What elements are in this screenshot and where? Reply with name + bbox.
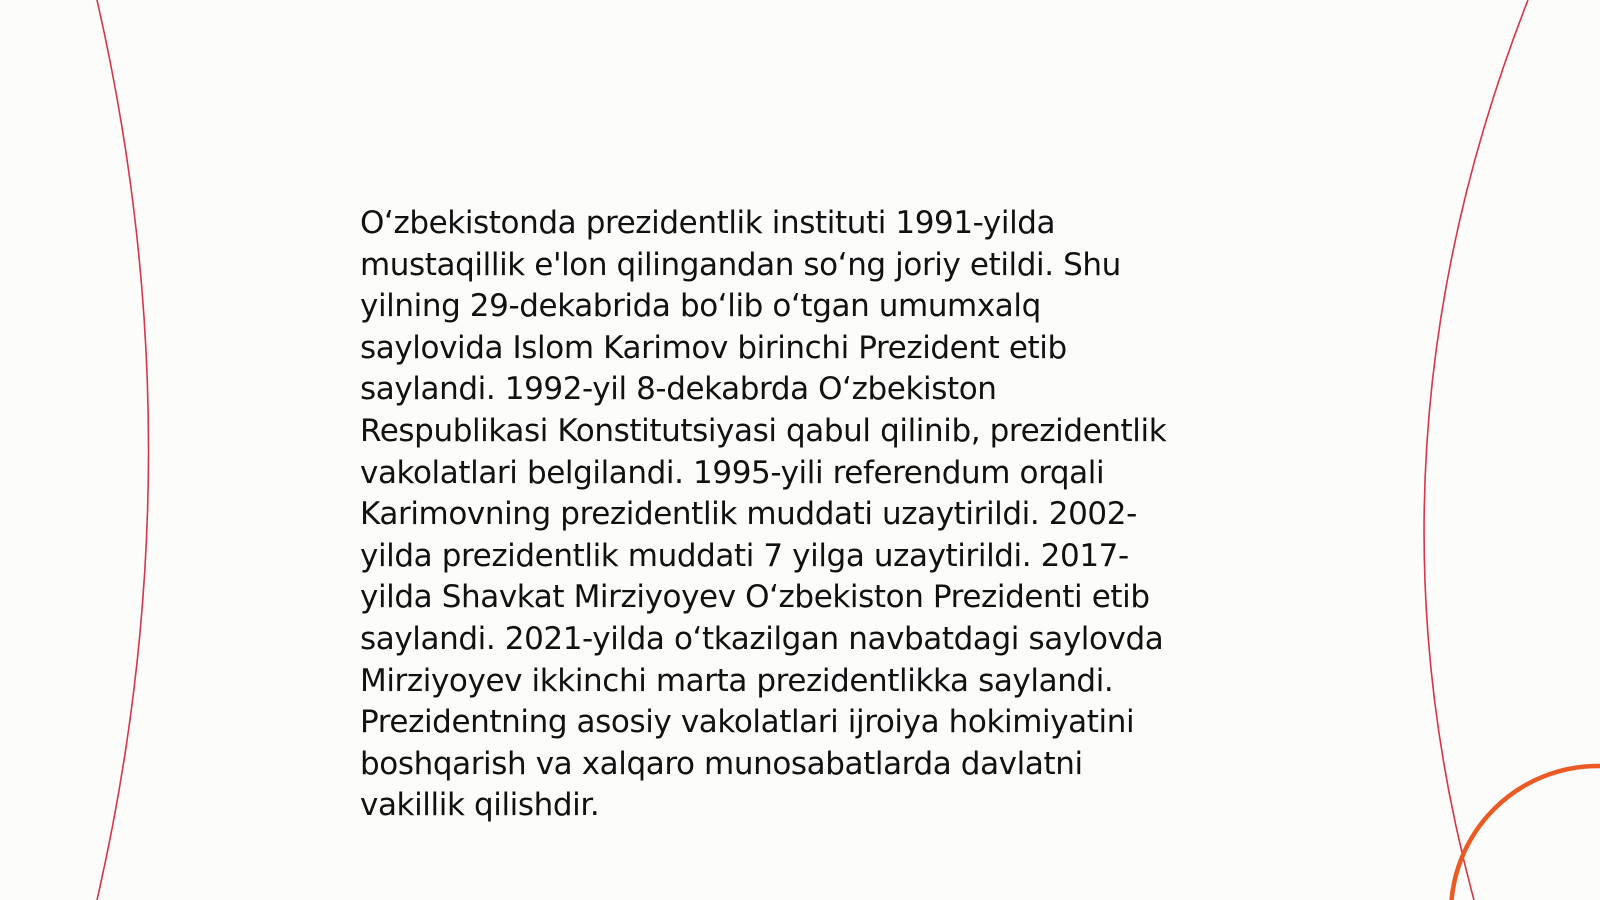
right-curve-line — [1424, 0, 1528, 900]
accent-circle — [1451, 766, 1600, 900]
left-curve-line — [97, 0, 149, 900]
body-text: O‘zbekistonda prezidentlik instituti 1991-yilda mustaqillik e'lon qilingandan so‘ng joriy etildi. Shu yilning 29-dekabrida bo‘lib o‘tgan umumxalq saylovida Islom Karimov birinchi Prezident etib saylandi. 1992-yil 8-dekabrda O‘zbekiston Respublikasi Konstitutsiyasi qabul qilinib, prezidentlik vakolatlari belgilandi. 1995-yili referendum orqali Karimovning prezidentlik muddati uzaytirildi. 2002- yilda prezidentlik muddati 7 yilga uzaytirildi. 2017- yilda Shavkat Mirziyoyev O‘zbekiston Prezidenti etib saylandi. 2021-yilda o‘tkazilgan navbatdagi saylovda Mirziyoyev ikkinchi marta prezidentlikka saylandi. Prezidentning asosiy vakolatlari ijroiya hokimiyatini boshqarish va xalqaro munosabatlarda davlatni vakillik qilishdir. — [360, 205, 1167, 824]
